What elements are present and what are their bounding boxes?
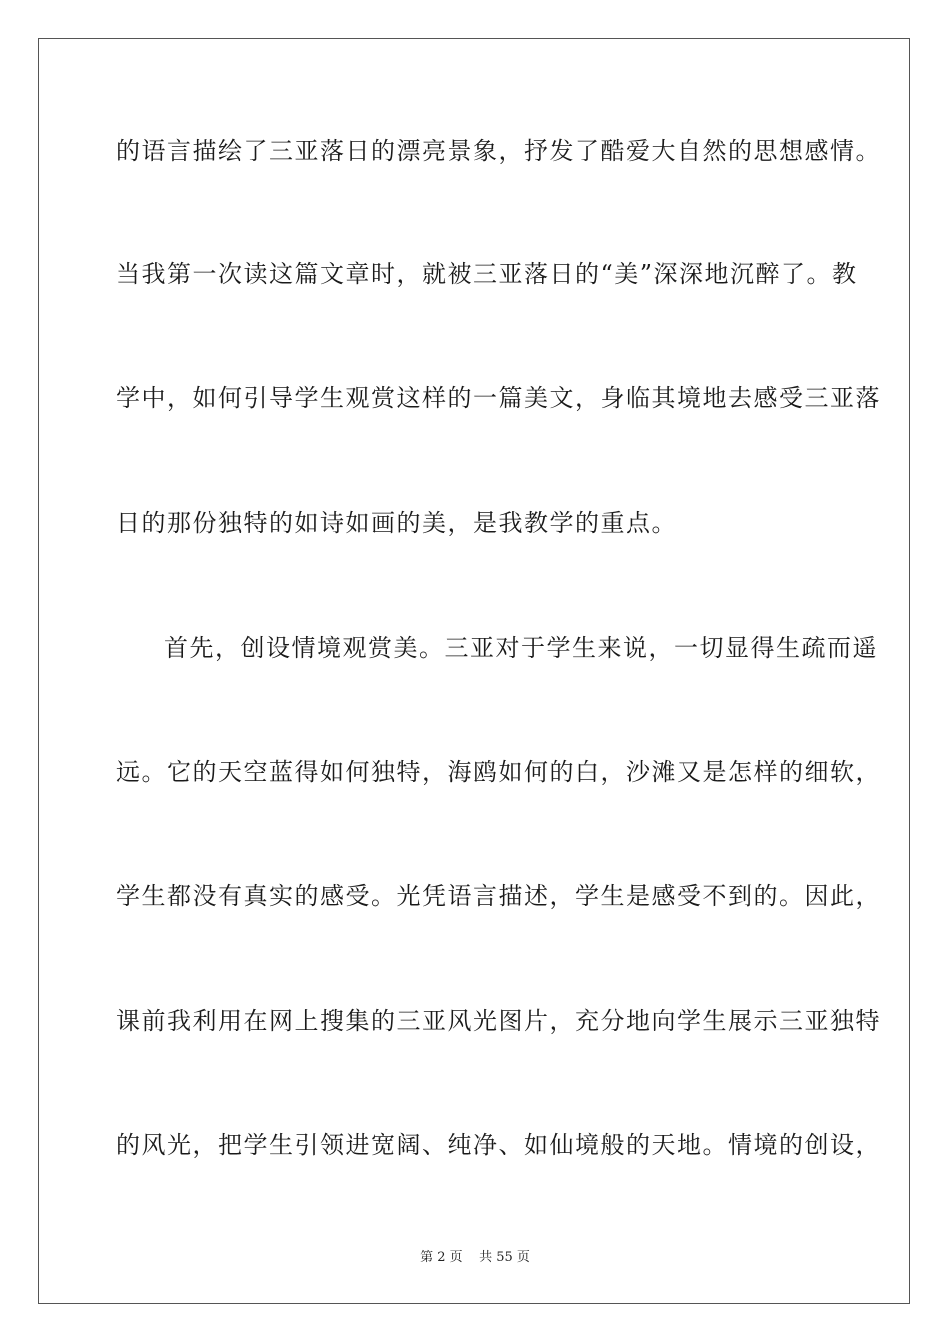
body-text-line-1: 的语言描绘了三亚落日的漂亮景象，抒发了酷爱大自然的思想感情。 xyxy=(116,137,881,165)
body-text-line-8: 课前我利用在网上搜集的三亚风光图片，充分地向学生展示三亚独特 xyxy=(116,1007,881,1035)
body-text-line-5: 首先，创设情境观赏美。三亚对于学生来说，一切显得生疏而遥 xyxy=(164,634,878,662)
body-text-line-6: 远。它的天空蓝得如何独特，海鸥如何的白，沙滩又是怎样的细软， xyxy=(116,758,881,786)
body-text-line-2: 当我第一次读这篇文章时，就被三亚落日的“美”深深地沉醉了。教 xyxy=(116,260,858,288)
page-number-footer: 第 2 页 共 55 页 xyxy=(420,1250,530,1265)
body-text-line-9: 的风光，把学生引领进宽阔、纯净、如仙境般的天地。情境的创设， xyxy=(116,1131,881,1159)
body-text-line-3: 学中，如何引导学生观赏这样的一篇美文，身临其境地去感受三亚落 xyxy=(116,384,881,412)
body-text-line-4: 日的那份独特的如诗如画的美，是我教学的重点。 xyxy=(116,509,677,537)
page-border xyxy=(38,38,910,1304)
body-text-line-7: 学生都没有真实的感受。光凭语言描述，学生是感受不到的。因此， xyxy=(116,882,881,910)
